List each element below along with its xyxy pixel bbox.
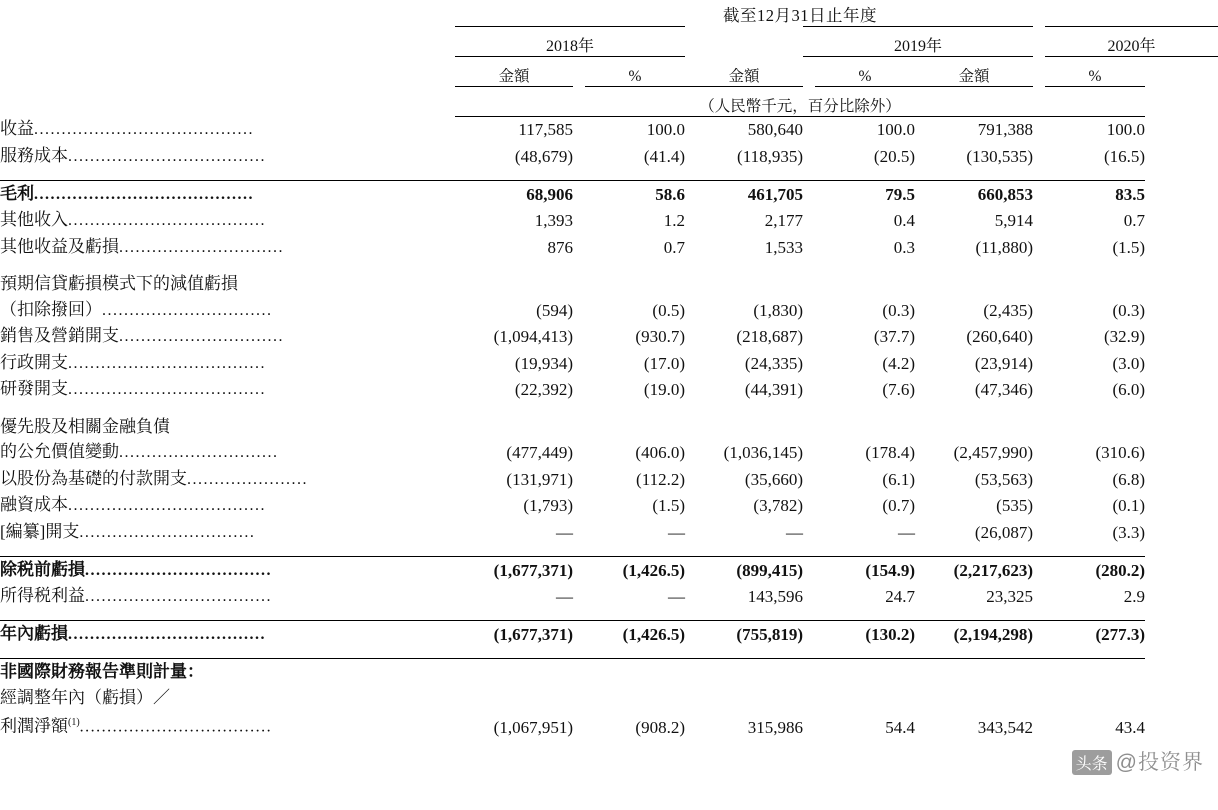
row-value: (178.4) [865,443,915,462]
row-value: (130,535) [966,146,1033,166]
column-gap [803,519,815,546]
row-label: 行政開支.................................... [0,352,266,372]
column-gap [803,439,815,466]
row-label: 年內虧損.................................... [0,621,455,648]
row-value [685,659,803,685]
row-label: 服務成本.................................... [0,145,266,165]
column-gap [1033,466,1045,493]
row-value: (3.0) [1112,353,1146,373]
row-value [1045,685,1145,711]
column-gap [573,297,585,324]
row-value: 23,325 [986,587,1033,606]
table-row [0,583,1218,610]
row-value [915,271,1033,297]
header-percent-2020: % [1045,56,1145,86]
row-value: 2.9 [1123,587,1146,606]
column-gap [803,350,815,377]
row-spacer [0,169,1218,180]
row-value: (130.2) [815,621,915,648]
row-value: (131,971) [506,469,573,489]
row-spacer-cell [0,648,1145,659]
header-amount-2020: 金額 [915,56,1033,86]
row-value: (594) [536,300,573,320]
row-value: (1,094,413) [493,327,573,346]
row-value: 117,585 [518,120,573,139]
column-gap [803,492,815,519]
header-percent-2018: % [585,56,685,86]
header-spacer [0,0,455,26]
row-value: (35,660) [744,469,803,489]
row-value: (477,449) [506,443,573,462]
column-gap [1033,583,1045,610]
row-label: 銷售及營銷開支.............................. [0,326,284,345]
row-value: (24,335) [744,353,803,373]
column-gap [803,583,815,610]
row-value: 24.7 [885,587,915,606]
row-value: 461,705 [685,180,803,207]
row-value: (19.0) [643,380,685,399]
column-gap [803,710,815,740]
column-gap [803,271,815,297]
row-value: — [668,587,685,606]
column-gap [1033,621,1045,648]
row-spacer [0,403,1218,414]
row-value [815,414,915,440]
row-value: (1,677,371) [455,556,573,583]
row-value: (2,435) [983,300,1033,320]
row-spacer-cell [0,260,1145,271]
row-value: (1,677,371) [455,621,573,648]
column-gap [803,466,815,493]
table-row [0,685,1218,711]
row-value: (19,934) [514,353,573,373]
row-value: 0.7 [1123,211,1146,230]
column-gap [1033,323,1045,350]
row-spacer [0,648,1218,659]
row-value: 2,177 [764,211,803,230]
row-value: (41.4) [643,146,685,166]
table-row [0,297,1218,324]
row-value: 791,388 [977,120,1033,139]
column-gap [1033,180,1045,207]
column-gap [803,376,815,403]
row-value: (1,426.5) [585,621,685,648]
row-value: 100.0 [1106,120,1146,139]
header-spacer-4 [0,86,455,116]
column-gap [1033,659,1045,685]
row-value: 58.6 [585,180,685,207]
row-value: (6.8) [1112,469,1146,489]
header-gap-5 [1033,56,1045,86]
table-row [0,376,1218,403]
column-gap [573,659,585,685]
row-label: 經調整年內（虧損）／ [0,687,170,707]
row-value: (1,830) [753,300,803,320]
column-gap [573,323,585,350]
header-amount-2018: 金額 [455,56,573,86]
row-value: — [668,522,685,542]
column-gap [803,685,815,711]
column-gap [1033,297,1045,324]
row-value: (1.5) [1112,237,1146,257]
watermark-tag: 头条 [1072,750,1112,775]
table-row [0,116,1218,143]
row-value: (406.0) [635,443,685,462]
column-gap [573,414,585,440]
row-value: (1,426.5) [585,556,685,583]
row-value [815,659,915,685]
table-row [0,180,1218,207]
row-value: (0.3) [882,300,915,320]
header-gap-4 [803,56,815,86]
row-value [1045,659,1145,685]
table-body [0,116,1218,740]
header-year-2019: 2019年 [803,26,1033,56]
table-row [0,659,1218,685]
row-value: (44,391) [744,380,803,399]
table-row [0,207,1218,234]
row-spacer [0,610,1218,621]
row-value [1045,414,1145,440]
row-label: 優先股及相關金融負債 [0,416,170,436]
table-row [0,466,1218,493]
row-value: (3.3) [1112,522,1146,542]
row-value [585,659,685,685]
row-value: (154.9) [815,556,915,583]
table-row [0,439,1218,466]
row-value [455,685,573,711]
table-header [0,0,1218,116]
row-label: [編纂]開支................................ [0,521,256,541]
row-label: 其他收益及虧損.............................. [0,236,284,256]
column-gap [1033,414,1045,440]
row-spacer-cell [0,545,1145,556]
column-gap [573,439,585,466]
row-value [455,271,573,297]
row-value: 68,906 [455,180,573,207]
table-row [0,710,1218,740]
row-label: 預期信貸虧損模式下的減值虧損 [0,274,238,293]
row-value: (20.5) [873,146,915,166]
column-gap [1033,350,1045,377]
watermark [1072,746,1204,776]
row-value: 143,596 [747,587,803,606]
row-label: 利潤淨額$^{(1)}$................................... [0,716,273,736]
row-value: (48,679) [514,146,573,166]
row-value: (930.7) [635,327,685,346]
row-value [815,271,915,297]
row-value: (535) [996,496,1033,515]
row-value: 5,914 [994,211,1033,230]
header-spacer-3 [0,56,455,86]
column-gap [1033,271,1045,297]
header-gap-2 [1033,26,1045,56]
row-value: — [898,522,915,542]
row-label: 收益........................................ [0,119,254,138]
column-gap [573,519,585,546]
row-value [685,414,803,440]
row-value: (0.5) [652,300,685,320]
row-value: (2,217,623) [915,556,1033,583]
column-gap [803,414,815,440]
row-spacer [0,260,1218,271]
row-value: (112.2) [636,469,685,489]
row-label: 研發開支.................................... [0,379,266,398]
table-row [0,234,1218,261]
header-period-title: 截至12月31日止年度 [723,5,877,25]
column-gap [803,180,815,207]
column-gap [803,116,815,143]
row-value: 1.2 [663,211,685,230]
row-value: 79.5 [815,180,915,207]
column-gap [1033,143,1045,170]
column-gap [1033,439,1045,466]
row-value: (16.5) [1103,146,1146,166]
row-value: (1,036,145) [723,443,803,462]
row-value: 315,986 [747,717,803,737]
column-gap [1033,234,1045,261]
column-gap [573,207,585,234]
row-value: (2,457,990) [953,443,1033,462]
row-value: (908.2) [635,717,685,737]
row-value: (26,087) [974,522,1033,542]
row-value: (32.9) [1103,327,1146,346]
row-value [815,685,915,711]
header-spacer-2 [0,26,455,56]
row-value: (899,415) [685,556,803,583]
column-gap [1033,116,1045,143]
row-value: 100.0 [646,120,685,139]
row-value: (0.1) [1112,496,1146,515]
row-value: (280.2) [1045,556,1145,583]
row-spacer-cell [0,403,1145,414]
header-amount-2019: 金額 [685,56,803,86]
table-row [0,621,1218,648]
column-gap [573,583,585,610]
row-value: (2,194,298) [915,621,1033,648]
row-value [915,685,1033,711]
row-value [585,271,685,297]
column-gap [1033,376,1045,403]
row-value: (310.6) [1095,443,1146,462]
column-gap [573,116,585,143]
row-label: 除税前虧損.................................. [0,556,455,583]
table-row [0,143,1218,170]
column-gap [1033,207,1045,234]
row-label: 融資成本.................................... [0,495,266,514]
column-gap [573,143,585,170]
column-gap [573,685,585,711]
row-value: 580,640 [747,120,803,139]
row-label: 毛利........................................ [0,180,455,207]
row-value: — [556,522,573,542]
row-value: (1,793) [523,496,573,515]
header-percent-2019: % [815,56,915,86]
row-label: 的公允價值變動............................. [0,442,279,461]
column-gap [803,234,815,261]
column-gap [803,556,815,583]
column-gap [1033,556,1045,583]
row-value: (277.3) [1045,621,1145,648]
column-gap [1033,519,1045,546]
row-value [455,659,573,685]
row-value: (1,067,951) [493,717,573,737]
watermark-text: @投资界 [1115,751,1204,774]
row-value: (6.0) [1112,380,1146,399]
row-value: (218,687) [736,327,803,346]
header-units-row [0,86,1218,116]
header-sub-row [0,56,1218,86]
row-label: （扣除撥回）............................... [0,299,273,319]
row-value: (7.6) [882,380,915,399]
column-gap [573,350,585,377]
row-value: 0.4 [893,211,915,230]
row-value [585,414,685,440]
column-gap [803,621,815,648]
column-gap [1033,710,1045,740]
row-value: (1.5) [652,496,685,515]
header-gap-1 [685,26,803,56]
header-units-note: （人民幣千元，百分比除外） [455,86,1145,116]
table-row [0,271,1218,297]
row-value: (3,782) [753,496,803,515]
row-spacer-cell [0,169,1145,180]
table-row [0,492,1218,519]
column-gap [803,323,815,350]
row-spacer [0,545,1218,556]
row-value: (260,640) [966,327,1033,346]
row-value [685,271,803,297]
row-value [455,414,573,440]
row-label: 其他收入.................................... [0,210,266,229]
table-row [0,323,1218,350]
column-gap [803,143,815,170]
column-gap [803,297,815,324]
row-label: 以股份為基礎的付款開支...................... [0,468,308,488]
row-value [915,414,1033,440]
row-spacer-cell [0,610,1145,621]
row-value: (6.1) [882,469,915,489]
row-value: — [786,522,803,542]
row-value: 100.0 [876,120,915,139]
row-value: (118,935) [737,146,803,166]
row-value: 876 [547,237,573,257]
row-value [685,685,803,711]
row-value: (0.3) [1112,300,1146,320]
table-row [0,350,1218,377]
row-value: (23,914) [974,353,1033,373]
table-row [0,556,1218,583]
row-value [915,659,1033,685]
row-value: (53,563) [974,469,1033,489]
header-year-row [0,26,1218,56]
table-row [0,519,1218,546]
row-value: 1,393 [534,211,573,230]
column-gap [573,271,585,297]
row-value: 83.5 [1045,180,1145,207]
row-label: 非國際財務報告準則計量： [0,659,455,685]
row-value: (37.7) [873,327,915,346]
header-period-row [0,0,1218,26]
header-year-2020: 2020年 [1045,26,1218,56]
column-gap [1033,685,1045,711]
header-year-2018: 2018年 [455,26,685,56]
row-label: 所得税利益.................................. [0,586,272,605]
row-value [585,685,685,711]
row-value: (22,392) [514,380,573,399]
row-value [1045,271,1145,297]
row-value: 343,542 [977,717,1033,737]
column-gap [803,659,815,685]
row-value: 1,533 [764,237,803,257]
column-gap [573,556,585,583]
row-value: 43.4 [1115,717,1146,737]
row-value: 660,853 [915,180,1033,207]
row-value: 54.4 [885,717,915,737]
row-value: — [556,587,573,606]
column-gap [573,466,585,493]
row-value: (47,346) [974,380,1033,399]
row-value: (4.2) [882,353,915,373]
row-value: 0.7 [663,237,685,257]
column-gap [573,621,585,648]
column-gap [803,207,815,234]
row-value: (755,819) [685,621,803,648]
column-gap [573,180,585,207]
column-gap [573,376,585,403]
column-gap [573,234,585,261]
row-value: (0.7) [882,496,915,515]
row-value: (11,880) [975,237,1033,257]
column-gap [573,710,585,740]
row-value: 0.3 [893,237,915,257]
table-row [0,414,1218,440]
row-value: (17.0) [643,353,685,373]
column-gap [1033,492,1045,519]
header-gap-3 [573,56,585,86]
column-gap [573,492,585,519]
